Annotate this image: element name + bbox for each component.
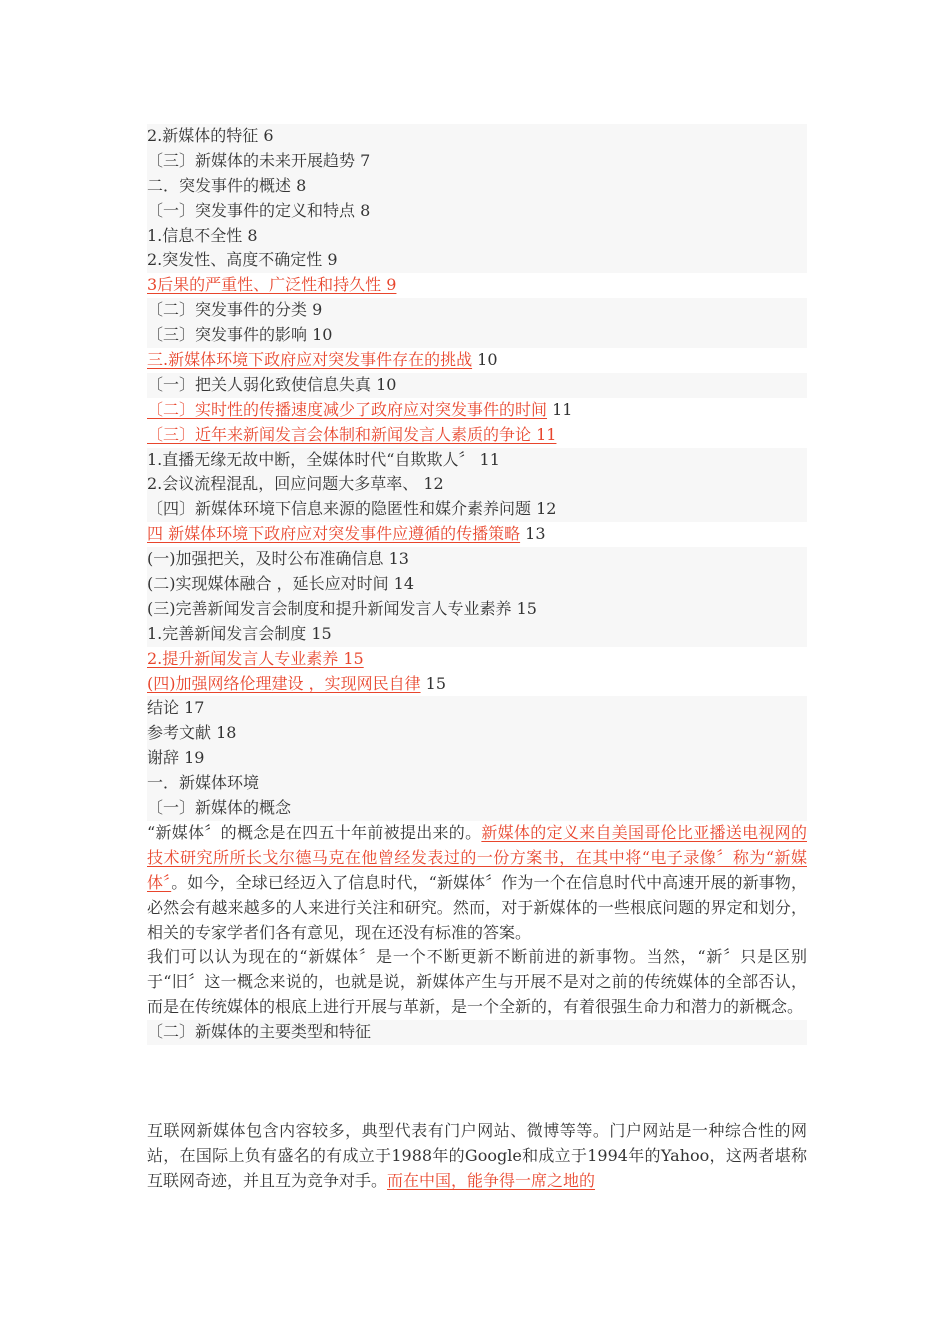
body-paragraph: [147, 821, 807, 946]
toc-entry: [147, 199, 807, 224]
toc-entry-text: 2.突发性、高度不确定性 9: [147, 250, 338, 270]
toc-entry[interactable]: [147, 398, 807, 423]
toc-link[interactable]: 〔三〕近年来新闻发言会体制和新闻发言人素质的争论 11: [147, 424, 557, 444]
toc-link[interactable]: 2.提升新闻发言人专业素养 15: [147, 648, 364, 668]
toc-entry: [147, 323, 807, 348]
toc-entry: [147, 622, 807, 647]
inline-link[interactable]: 新媒体的定义来自美国哥伦比亚播送电视网的技术研究所所长戈尔德马克在他曾经发表过的一份方案书，在其中将“电子录像〞称为“新媒体〞: [147, 822, 807, 892]
toc-entry-text: 〔二〕突发事件的分类 9: [147, 300, 323, 320]
toc-entry-text: 〔三〕新媒体的未来开展趋势 7: [147, 150, 371, 170]
toc-entry: [147, 547, 807, 572]
paragraph-text: 互联网新媒体包含内容较多，典型代表有门户网站、微博等等。门户网站是一种综合性的网站，在国际上负有盛名的有成立于1988年的Google和成立于1994年的Yahoo，这两者堪称互联网奇迹，并且互为竞争对手。: [147, 1121, 807, 1190]
toc-entry: [147, 248, 807, 273]
toc-entry: [147, 746, 807, 771]
toc-entry: [147, 472, 807, 497]
toc-entry: [147, 721, 807, 746]
toc-entry: [147, 373, 807, 398]
paragraph-text: “新媒体〞的概念是在四五十年前被提出来的。: [147, 822, 482, 842]
toc-entry: [147, 597, 807, 622]
subsection-heading-text: 〔二〕新媒体的主要类型和特征: [147, 1022, 372, 1042]
toc-entry: [147, 572, 807, 597]
toc-entry[interactable]: [147, 522, 807, 547]
toc-entry-text: 〔三〕突发事件的影响 10: [147, 325, 333, 345]
subsection-heading: [147, 796, 807, 821]
inline-link[interactable]: 而在中国，能争得一席之地的: [387, 1170, 596, 1190]
toc-page-number: 15: [420, 673, 447, 693]
document-page: [147, 124, 807, 1194]
toc-entry[interactable]: [147, 273, 807, 298]
toc-entry-text: 2.新媒体的特征 6: [147, 126, 274, 145]
toc-entry: [147, 224, 807, 249]
toc-link[interactable]: 三.新媒体环境下政府应对突发事件存在的挑战: [147, 350, 473, 370]
toc-entry[interactable]: [147, 647, 807, 672]
toc-entry[interactable]: [147, 423, 807, 448]
toc-entry[interactable]: [147, 672, 807, 697]
toc-entry-text: 谢辞 19: [147, 748, 205, 768]
toc-entry-text: (三)完善新闻发言会制度和提升新闻发言人专业素养 15: [147, 598, 537, 618]
toc-entry: [147, 298, 807, 323]
body-paragraph: [147, 945, 807, 1020]
section-heading-text: 一．新媒体环境: [147, 773, 260, 793]
toc-page-number: 10: [472, 350, 498, 370]
toc-entry-text: (二)实现媒体融合 ，延长应对时间 14: [147, 574, 415, 594]
toc-page-number: 13: [520, 524, 546, 544]
toc-entry-text: 〔四〕新媒体环境下信息来源的隐匿性和媒介素养问题 12: [147, 499, 557, 519]
toc-entry-text: (一)加强把关，及时公布准确信息 13: [147, 549, 409, 569]
toc-entry: [147, 124, 807, 149]
toc-page-number: 11: [547, 399, 573, 419]
blank-space: [147, 1045, 807, 1119]
toc-link[interactable]: 3后果的严重性、广泛性和持久性 9: [147, 275, 397, 295]
toc-entry-text: 参考文献 18: [147, 723, 237, 743]
toc-entry-text: 2.会议流程混乱，回应问题大多草率、 12: [147, 474, 444, 494]
toc-entry-text: 〔一〕突发事件的定义和特点 8: [147, 200, 371, 220]
toc-link[interactable]: (四)加强网络伦理建设 ，实现网民自律: [147, 673, 421, 693]
toc-entry-text: 1.完善新闻发言会制度 15: [147, 623, 332, 643]
body-paragraph: [147, 1119, 807, 1194]
toc-entry: [147, 149, 807, 174]
subsection-heading: [147, 1020, 807, 1045]
toc-entry-text: 〔一〕把关人弱化致使信息失真 10: [147, 374, 397, 394]
toc-entry-text: 1.直播无缘无故中断，全媒体时代“自欺欺人〞 11: [147, 449, 500, 469]
paragraph-text: 我们可以认为现在的“新媒体〞是一个不断更新不断前进的新事物。当然，“新〞只是区别于“旧〞这一概念来说的，也就是说，新媒体产生与开展不是对之前的传统媒体的全部否认，而是在传统媒体的根底上进行开展与革新，是一个全新的，有着很强生命力和潜力的新概念。: [147, 947, 807, 1017]
subsection-heading-text: 〔一〕新媒体的概念: [147, 798, 292, 818]
section-heading: [147, 771, 807, 796]
toc-entry: [147, 696, 807, 721]
table-of-contents: [147, 124, 807, 771]
toc-entry[interactable]: [147, 348, 807, 373]
toc-entry-text: 1.信息不全性 8: [147, 225, 258, 245]
toc-entry: [147, 174, 807, 199]
toc-entry: [147, 448, 807, 473]
toc-link[interactable]: 〔二〕实时性的传播速度减少了政府应对突发事件的时间: [147, 399, 548, 419]
toc-entry: [147, 497, 807, 522]
toc-entry-text: 结论 17: [147, 698, 205, 718]
paragraph-text: 。如今，全球已经迈入了信息时代，“新媒体〞作为一个在信息时代中高速开展的新事物，必然会有越来越多的人来进行关注和研究。然而，对于新媒体的一些根底问题的界定和划分，相关的专家学者们各有意见，现在还没有标准的答案。: [147, 872, 807, 942]
toc-link[interactable]: 四 新媒体环境下政府应对突发事件应遵循的传播策略: [147, 524, 521, 544]
toc-entry-text: 二．突发事件的概述 8: [147, 175, 307, 195]
